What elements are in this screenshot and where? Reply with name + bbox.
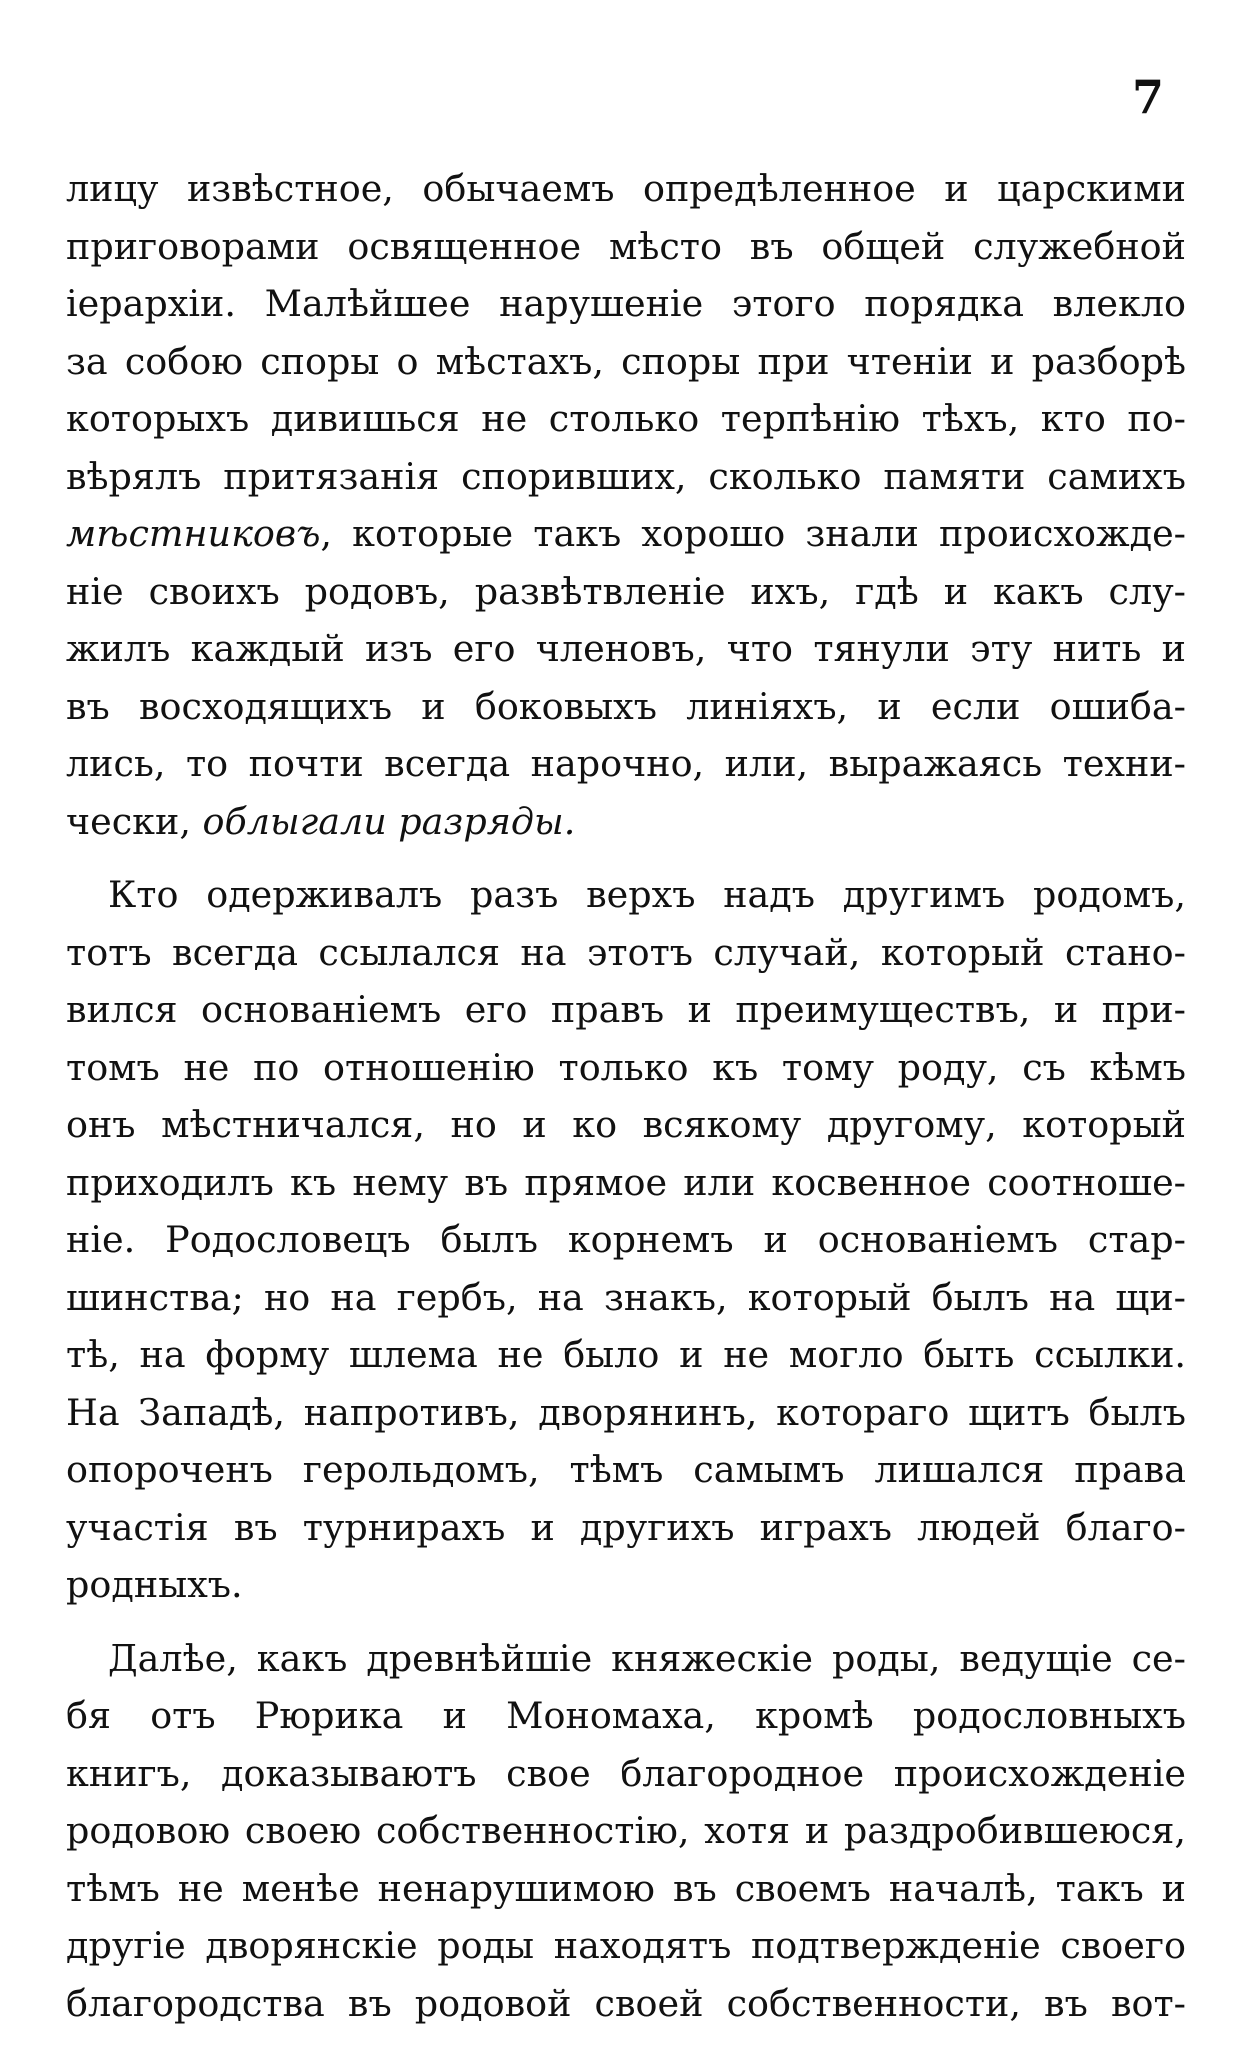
- text-line: тотъ всегда ссылался на этотъ случай, который стано-: [66, 930, 1186, 974]
- text-line: приговорами освященное мѣсто въ общей служебной: [66, 224, 1186, 268]
- text-line: [66, 793, 1186, 851]
- text-line: за собою споры о мѣстахъ, споры при чтеніи и разборѣ: [66, 339, 1186, 383]
- text-line: томъ не по отношенію только къ тому роду, съ кѣмъ: [66, 1045, 1186, 1089]
- line-lead: чески,: [66, 799, 203, 843]
- italic-term: мѣстниковъ: [66, 512, 321, 555]
- text-line: родовою своею собственностію, хотя и раздробившеюся,: [66, 1809, 1186, 1852]
- text-line: жилъ каждый изъ его членовъ, что тянули эту нить и: [66, 627, 1186, 670]
- text-line: тѣмъ не менѣе ненарушимою въ своемъ началѣ, такъ и: [66, 1866, 1186, 1910]
- text-line: въ восходящихъ и боковыхъ линіяхъ, и если ошиба-: [66, 684, 1186, 728]
- body-text: [66, 160, 1186, 2032]
- text-line: опороченъ герольдомъ, тѣмъ самымъ лишался права: [66, 1448, 1186, 1491]
- text-line: книгъ, доказываютъ свое благородное происхожденіе: [66, 1751, 1186, 1795]
- text-line: онъ мѣстничался, но и ко всякому другому, который: [66, 1103, 1186, 1146]
- text-line: ніе своихъ родовъ, развѣтвленіе ихъ, гдѣ и какъ слу-: [66, 569, 1186, 613]
- text-line: ніе. Родословецъ былъ корнемъ и основаніемъ стар-: [66, 1218, 1186, 1261]
- text-line: лись, то почти всегда нарочно, или, выражаясь техни-: [66, 742, 1186, 785]
- text-line: На Западѣ, напротивъ, дворянинъ, котораго щитъ былъ: [66, 1390, 1186, 1434]
- text-line: іерархіи. Малѣйшее нарушеніе этого порядка влекло: [66, 282, 1186, 325]
- text-line: другіе дворянскіе роды находятъ подтвержденіе своего: [66, 1924, 1186, 1967]
- text-line: благородства въ родовой своей собственности, въ вот-: [66, 1981, 1186, 2025]
- text-line: Далѣе, какъ древнѣйшіе княжескіе роды, ведущіе се-: [108, 1636, 1186, 1680]
- text-line: тѣ, на форму шлема не было и не могло быть ссылки.: [66, 1333, 1186, 1376]
- text-line: которыхъ дивишься не столько терпѣнію тѣхъ, кто по-: [66, 397, 1186, 440]
- text-line: участія въ турнирахъ и другихъ играхъ людей благо-: [66, 1505, 1186, 1549]
- text-line: приходилъ къ нему въ прямое или косвенное соотноше-: [66, 1160, 1186, 1204]
- text-line: вился основаніемъ его правъ и преимуществъ, и при-: [66, 988, 1186, 1031]
- text-line: шинства; но на гербъ, на знакъ, который былъ на щи-: [66, 1275, 1186, 1319]
- text-line: бя отъ Рюрика и Мономаха, кромѣ родословныхъ: [66, 1694, 1186, 1737]
- text-line: лицу извѣстное, обычаемъ опредѣленное и царскими: [66, 167, 1186, 210]
- text-line: вѣрялъ притязанія споривших, сколько памяти самихъ: [66, 454, 1186, 498]
- page-number: 7: [1131, 70, 1164, 124]
- line-rest: , которые такъ хорошо знали происхожде-: [320, 512, 1186, 555]
- text-line: Кто одерживалъ разъ верхъ надъ другимъ родомъ,: [108, 873, 1186, 916]
- text-line: родныхъ.: [66, 1563, 243, 1606]
- text-line: [66, 505, 1186, 563]
- italic-term: облыгали разряды.: [202, 799, 576, 843]
